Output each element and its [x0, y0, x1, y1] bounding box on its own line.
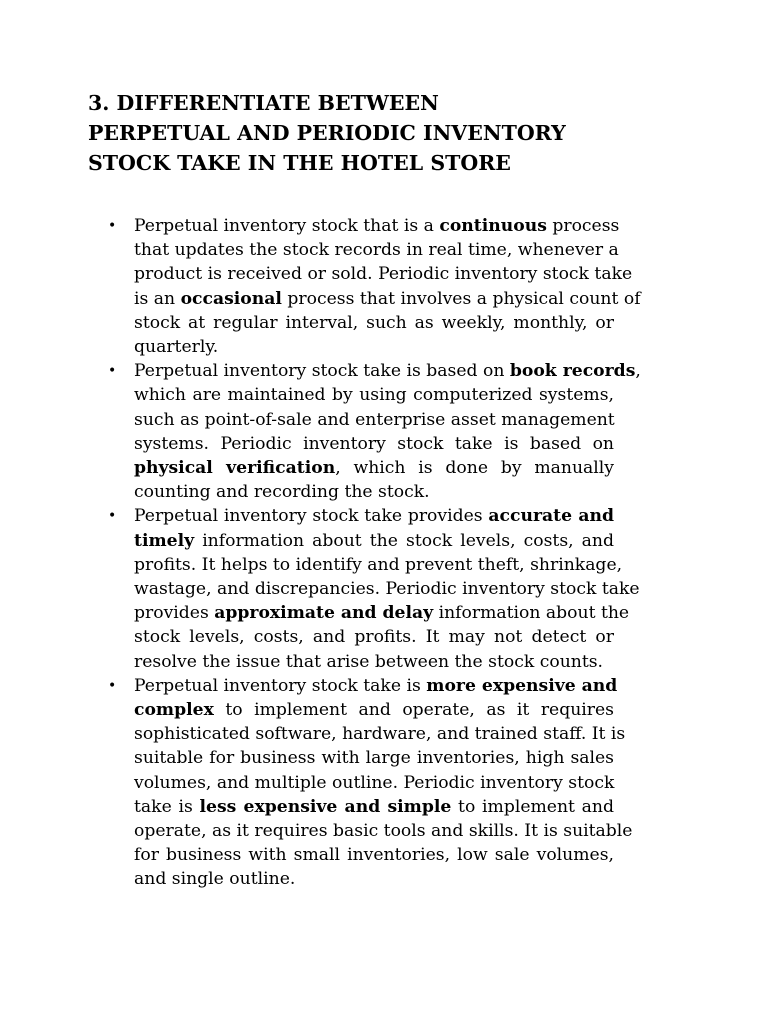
list-item — [108, 674, 633, 892]
body-text: systems. Periodic inventory stock take is based on — [134, 433, 614, 454]
text-line — [134, 843, 614, 867]
body-text: profits. It helps to identify and prevent theft, shrinkage, — [134, 554, 623, 575]
emphasis-text: book records — [509, 361, 636, 382]
text-line — [134, 601, 630, 625]
text-line — [134, 795, 614, 819]
body-text: , which is done by manually — [335, 458, 614, 479]
body-text: Perpetual inventory stock take is based on — [134, 361, 510, 382]
text-line — [134, 577, 640, 601]
body-text: that updates the stock records in real time, whenever a — [134, 240, 619, 261]
text-line — [134, 480, 614, 504]
text-line — [134, 553, 623, 577]
text-line — [134, 819, 633, 843]
list-item — [108, 214, 641, 359]
body-text: Perpetual inventory stock that is a — [134, 216, 440, 236]
title-line-3: STOCK TAKE IN THE HOTEL STORE — [88, 151, 511, 175]
list-item — [108, 504, 640, 673]
emphasis-text: continuous — [439, 216, 547, 236]
body-text: sophisticated software, hardware, and trained staff. It is — [134, 724, 626, 745]
body-text: , — [635, 361, 641, 382]
text-line — [134, 383, 614, 407]
emphasis-text: physical verification — [134, 458, 336, 479]
text-line — [134, 771, 614, 795]
body-text: resolve the issue that arise between the stock counts. — [134, 651, 604, 672]
bullet-icon: • — [108, 363, 117, 380]
emphasis-text: less expensive and simple — [199, 796, 452, 817]
text-line — [134, 674, 618, 698]
bullet-icon: • — [108, 218, 117, 234]
bullet-list — [108, 214, 641, 892]
body-text: which are maintained by using computerized systems, — [134, 385, 614, 406]
text-line — [134, 214, 620, 238]
text-line — [134, 311, 614, 335]
text-line — [134, 238, 619, 262]
text-line — [134, 262, 633, 286]
body-text: for business with small inventories, low sale volumes, — [134, 845, 614, 866]
body-text: counting and recording the stock. — [134, 482, 430, 503]
body-text: quarterly. — [134, 337, 219, 358]
body-text: wastage, and discrepancies. Periodic inventory stock take — [134, 579, 640, 600]
emphasis-text: occasional — [180, 288, 282, 309]
text-line — [134, 456, 614, 480]
body-text: is an — [134, 288, 181, 309]
body-text: stock at regular interval, such as weekly, monthly, or — [134, 312, 614, 333]
bullet-icon: • — [108, 677, 117, 694]
text-line — [134, 698, 614, 722]
text-line — [134, 504, 614, 528]
body-text: provides — [134, 603, 215, 624]
body-text: such as point-of-sale and enterprise asset management — [134, 409, 615, 430]
body-text: and single outline. — [134, 869, 296, 890]
text-line — [134, 650, 614, 674]
body-text: information about the stock levels, costs, and — [194, 530, 614, 551]
body-text: suitable for business with large inventories, high sales — [134, 748, 614, 769]
text-line — [134, 359, 641, 383]
text-line — [134, 746, 614, 770]
list-item — [108, 359, 641, 504]
body-text: Perpetual inventory stock take is — [134, 675, 427, 696]
title-line-1: 3. DIFFERENTIATE BETWEEN — [88, 91, 439, 115]
page-title — [88, 88, 648, 178]
text-line — [134, 867, 614, 891]
body-text: volumes, and multiple outline. Periodic inventory stock — [134, 772, 615, 793]
emphasis-text: accurate and — [488, 506, 615, 527]
emphasis-text: complex — [134, 700, 214, 721]
text-line — [134, 432, 614, 456]
emphasis-text: timely — [134, 530, 195, 551]
body-text: Perpetual inventory stock take provides — [134, 506, 489, 527]
body-text: stock levels, costs, and profits. It may not detect or — [134, 627, 614, 648]
body-text: take is — [134, 796, 200, 817]
body-text: process — [546, 216, 620, 236]
body-text: to implement and operate, as it requires — [213, 700, 614, 721]
text-line — [134, 408, 614, 432]
emphasis-text: more expensive and — [426, 675, 618, 696]
body-text: operate, as it requires basic tools and skills. It is suitable — [134, 821, 633, 842]
emphasis-text: approximate and delay — [214, 603, 434, 624]
body-text: information about the — [433, 603, 630, 624]
bullet-icon: • — [108, 508, 117, 525]
body-text: to implement and — [451, 796, 614, 817]
text-line — [134, 529, 614, 553]
text-line — [134, 722, 626, 746]
text-line — [134, 287, 641, 311]
title-line-2: PERPETUAL AND PERIODIC INVENTORY — [88, 121, 566, 145]
body-text: product is received or sold. Periodic inventory stock take — [134, 264, 633, 285]
text-line — [134, 335, 614, 359]
text-line — [134, 625, 614, 649]
body-text: process that involves a physical count of — [281, 288, 641, 309]
